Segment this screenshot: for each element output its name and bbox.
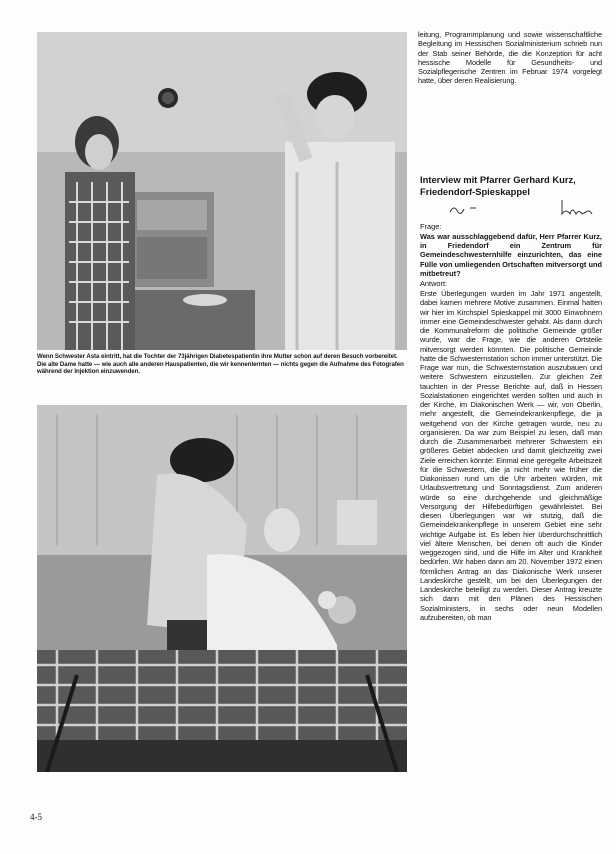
signature-icon: [420, 196, 605, 218]
answer-label: Antwort:: [420, 279, 448, 288]
intro-column: [418, 30, 602, 86]
question-label: Frage:: [420, 222, 442, 231]
page-number: 4-5: [30, 812, 42, 822]
interview-answer: Erste Überlegungen wurden im Jahr 1971 angestellt, dabei kamen mehrere Motive zusammen. Einmal hatten wir hier im Kirchspiel Spieskappel mit 3000 Einwohnern immer eine Gemeindeschwester gehabt. Als dann durch die Kommunalreform die politische Gemeinde größer wurde, war die Frage, wie die anderen Ortsteile mitversorgt werden könnten. Die politische Gemeinde hatte die Schwesternstation schon immer unterstützt. Die Frage war nun, die Schwesternstation auszubauen und weitere Schwestern einzustellen. Zur gleichen Zeit tauchten in der Presse Berichte auf, daß in Hessen Sozialstationen eingerichtet werden sollten und auch in der Kirche, im Diakonischen Werk — wir, von Oberlin, mehr angestellt, die Gemeindekrankenpflege, die ja weitgehend von der Kirche getragen wurde, neu zu organisieren. Da war zum Beispiel zu lesen, daß man durch die Zusammenarbeit mehrerer Schwestern ein größeres Gebiet abdecken und damit gleichzeitig zwei Ziele erreichen könnte: Einmal eine geregelte Arbeitszeit für die Schwestern, die ja nicht mehr wie früher die Diakonissen rund um die Uhr arbeiten würden, mit Urlaubsvertretung und Sonntagsdienst. Zum anderen würde so eine durchgehende und gleichmäßige Versorgung der Hilfebedürftigen gewährleistet. Bei diesen Überlegungen war wir stutzig, daß die Gemeindekrankenpflege in unserem Gebiet eine sehr wichtige Aufgabe ist. Es leben hier überdurchschnittlich viel ältere Menschen, bei denen oft auch die Kinder weggezogen sind, und die Hilfe im Alter und Krankheit bedürfen. Wir haben dann am 20. November 1972 einen förmlichen Antrag an das Diakonische Werk unserer Landeskirche gestellt, um bei den Überlegungen der Landeskirche beteiligt zu werden. Dieser Antrag kreuzte sich dann mit den Plänen des Hessischen Sozialministers, in sechs oder neun Modellen aufzubereiten, ob man: [420, 289, 602, 622]
photo-caption: Wenn Schwester Asta eintritt, hat die Tochter der 73jährigen Diabetespatientin ihre Mutter schon auf deren Besuch vorbereitet. Die alte Dame hatte — wie auch alle anderen Hauspatienten, die wir kennenlernten — nichts gegen die Aufnahme des Fotografen während der Injektion einzuwenden.: [37, 353, 404, 376]
interview-question: Was war ausschlaggebend dafür, Herr Pfarrer Kurz, in Friedendorf ein Zentrum für Gemeindeschwesternhilfe einzurichten, das eine Fülle von umliegenden Ortschaften mitversorgt und mitbetreut?: [420, 232, 602, 278]
intro-paragraph: leitung, Programmplanung und sowie wissenschaftliche Begleitung im Hessischen Sozialministerium schrieb nun der Stab seiner Behörde, die die Konzeption für acht hessische Modelle für Gesundheits- und Sozialpflegerische Zentren im Februar 1974 vorgelegt hatte, über deren Realisierung.: [418, 30, 602, 86]
photo-nurse-and-daughter: [37, 32, 407, 350]
photo-bottom-illustration: [37, 405, 407, 772]
interview-heading: Interview mit Pfarrer Gerhard Kurz, Friedendorf-Spieskappel: [420, 174, 576, 197]
photo-nurse-injection: [37, 405, 407, 772]
photo-top-illustration: [37, 32, 407, 350]
